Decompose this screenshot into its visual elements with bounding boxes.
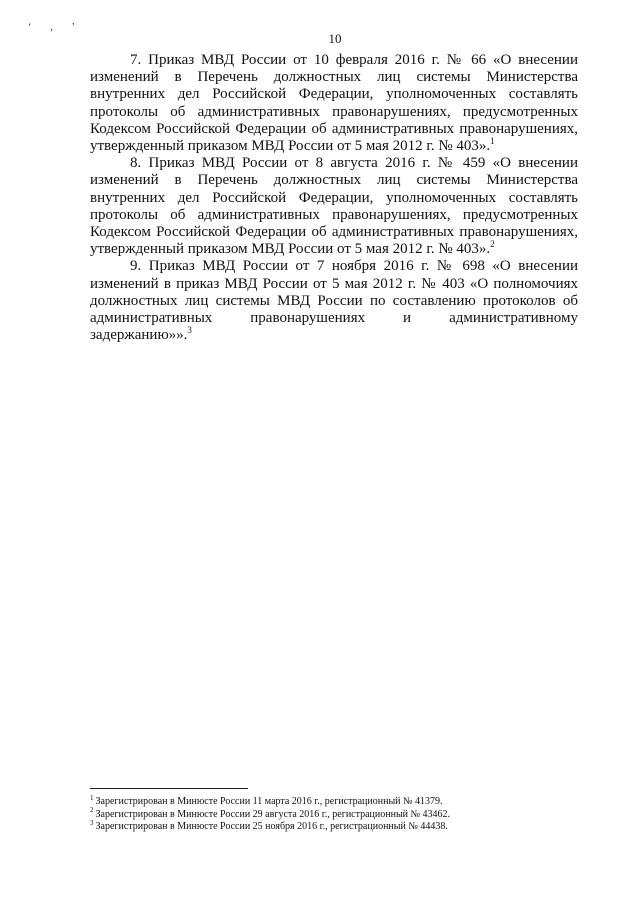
- page-number: 10: [328, 31, 342, 46]
- footnote-text: Зарегистрирован в Минюсте России 29 августа 2016 г., регистрационный № 43462.: [95, 808, 451, 820]
- list-item-text: 8. Приказ МВД России от 8 августа 2016 г. № 459 «О внесении изменений в Перечень должностных лиц системы Министерства внутренних дел Российской Федерации, уполномоченных составлять протоколы об административных правонарушениях, предусмотренных Кодексом Российской Федерации об административных правонарушениях, утвержденный приказом МВД России от 5 мая 2012 г. № 403».: [90, 155, 578, 258]
- footnote-2: [90, 806, 578, 822]
- footnote-text: Зарегистрирован в Минюсте России 25 ноября 2016 г., регистрационный № 44438.: [95, 821, 448, 833]
- footnote-marker: 1: [90, 793, 94, 802]
- footnotes: [90, 793, 578, 834]
- footnote-3: [90, 818, 578, 834]
- footnote-marker: 3: [90, 818, 94, 827]
- list-item-text: 9. Приказ МВД России от 7 ноября 2016 г. № 698 «О внесении изменений в приказ МВД России от 5 мая 2012 г. № 403 «О полномочиях должностных лиц системы МВД России по составлению протоколов об административных правонарушениях и административному задержанию»».: [90, 258, 578, 344]
- footnote-reference: 2: [490, 239, 495, 250]
- footnote-1: [90, 793, 578, 809]
- footnote-text: Зарегистрирован в Минюсте России 11 марта 2016 г., регистрационный № 41379.: [95, 796, 443, 807]
- list-item-7: [90, 52, 578, 155]
- footnote-marker: 2: [90, 806, 94, 815]
- footnote-reference: 1: [490, 136, 495, 147]
- footnote-reference: 3: [187, 325, 192, 336]
- list-item-8: [90, 155, 578, 258]
- document-body: [90, 52, 578, 344]
- list-item-text: 7. Приказ МВД России от 10 февраля 2016 г. № 66 «О внесении изменений в Перечень должностных лиц системы Министерства внутренних дел Российской Федерации, уполномоченных составлять протоколы об административных правонарушениях, предусмотренных Кодексом Российской Федерации об административных правонарушениях, утвержденный приказом МВД России от 5 мая 2012 г. № 403».: [90, 52, 578, 155]
- scan-corner-marks: ‘ ‚ ’: [28, 22, 83, 33]
- list-item-9: [90, 258, 578, 344]
- footnote-separator: [90, 788, 248, 789]
